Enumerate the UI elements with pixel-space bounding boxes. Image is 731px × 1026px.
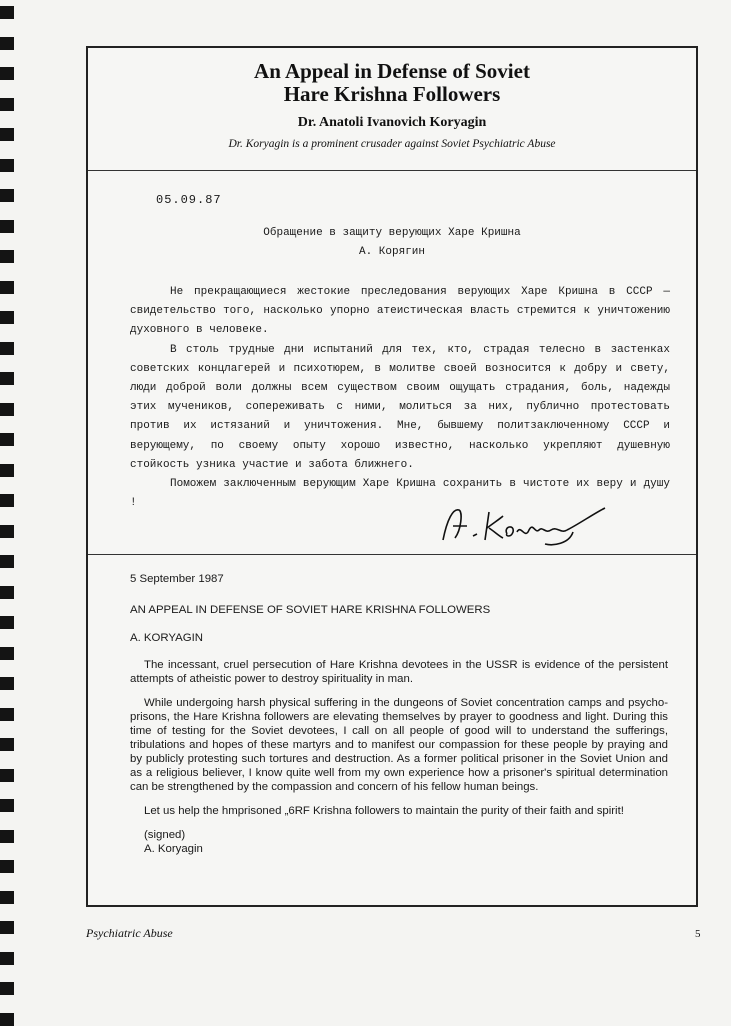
binding-hole: [0, 555, 14, 568]
binding-hole: [0, 433, 14, 446]
article-header: [88, 48, 696, 171]
translation-paragraph: Let us help the hmprisoned „6RF Krishna followers to maintain the purity of their faith and spirit!: [144, 805, 624, 817]
binding-hole: [0, 525, 14, 538]
translation-author: A. KORYAGIN: [130, 632, 204, 644]
binding-hole: [0, 403, 14, 416]
binding-hole: [0, 67, 14, 80]
author-note: Dr. Koryagin is a prominent crusader against Soviet Psychiatric Abuse: [228, 138, 556, 150]
page-number: 5: [695, 928, 701, 940]
binding-hole: [0, 738, 14, 751]
letter-author: А. Корягин: [358, 246, 425, 258]
binding-hole: [0, 647, 14, 660]
binding-hole: [0, 769, 14, 782]
signed-label: (signed): [144, 829, 186, 841]
binding-hole: [0, 464, 14, 477]
letter-date: 05.09.87: [156, 193, 222, 207]
binding-hole: [0, 891, 14, 904]
binding-hole: [0, 6, 14, 19]
binding-hole: [0, 586, 14, 599]
translation-date: 5 September 1987: [130, 573, 224, 585]
binding-hole: [0, 677, 14, 690]
russian-letter: [88, 170, 696, 555]
translation-paragraph: The incessant, cruel persecution of Hare Krishna devotees in the USSR is evidence of the persistent attempts of atheistic power to destroy spirituality in man.: [130, 659, 668, 685]
binding-hole: [0, 921, 14, 934]
binding-hole: [0, 494, 14, 507]
binding-hole: [0, 220, 14, 233]
binding-hole: [0, 830, 14, 843]
english-translation: [130, 572, 668, 856]
spiral-binding: [0, 0, 22, 1024]
appeal-frame: [86, 46, 698, 907]
binding-hole: [0, 342, 14, 355]
letter-paragraph: В столь трудные дни испытаний для тех, кто, страдая телесно в застенках советских концлагерей и психотюрем, в молитве своей возносится к добру и свету, люди доброй воли должны всем существом своим ощущать страдания, боль, надежды этих мучеников, сопереживать с ними, молиться за них, публично протестовать против их истязаний и уничтожения. Мне, бывшему политзаключенному СССР и верующему, по своему опыту хорошо известно, насколько укрепляют душевную стойкость узника участие и забота ближнего.: [130, 343, 670, 471]
binding-hole: [0, 799, 14, 812]
signed-name: A. Koryagin: [144, 843, 203, 855]
title-line-1: An Appeal in Defense of Soviet: [254, 59, 530, 83]
binding-hole: [0, 189, 14, 202]
binding-hole: [0, 250, 14, 263]
binding-hole: [0, 616, 14, 629]
binding-hole: [0, 37, 14, 50]
publication-name: Psychiatric Abuse: [86, 926, 173, 940]
binding-hole: [0, 281, 14, 294]
binding-hole: [0, 128, 14, 141]
translation-paragraph: While undergoing harsh physical suffering in the dungeons of Soviet concentration camps and psycho-prisons, the Hare Krishna followers are elevating themselves by prayer to goodness and light. During this time of testing for the Soviet devotees, I call on all people of good will to understand the sufferings, tribulations and hopes of these martyrs and to manifest our compassion for these people by praying and by publicly protesting such tortures and destruction. As a former political prisoner in the Soviet Union and as a religious believer, I know quite well from my own experience how a prisoner's spiritual determination can be strengthened by the compassion and concern of his fellow human beings.: [130, 697, 668, 793]
binding-hole: [0, 982, 14, 995]
binding-hole: [0, 372, 14, 385]
binding-hole: [0, 952, 14, 965]
article-author: Dr. Anatoli Ivanovich Koryagin: [297, 115, 487, 130]
article-title: [88, 60, 696, 106]
letter-title: Обращение в защиту верующих Харе Кришна: [263, 227, 521, 239]
handwritten-signature: [433, 500, 613, 548]
binding-hole: [0, 708, 14, 721]
translation-title: AN APPEAL IN DEFENSE OF SOVIET HARE KRISHNA FOLLOWERS: [130, 604, 491, 616]
binding-hole: [0, 98, 14, 111]
letter-paragraph: Поможем заключенным верующим Харе Кришна сохранить в чистоте их веру и душу !: [130, 478, 670, 510]
binding-hole: [0, 860, 14, 873]
binding-hole: [0, 311, 14, 324]
binding-hole: [0, 159, 14, 172]
letter-paragraph: Не прекращающиеся жестокие преследования верующих Харе Кришна в СССР — свидетельство того, насколько упорно атеистическая власть стремится к уничтожению духовного в человеке.: [130, 286, 670, 337]
letter-body: [130, 283, 670, 513]
title-line-2: Hare Krishna Followers: [283, 82, 501, 106]
